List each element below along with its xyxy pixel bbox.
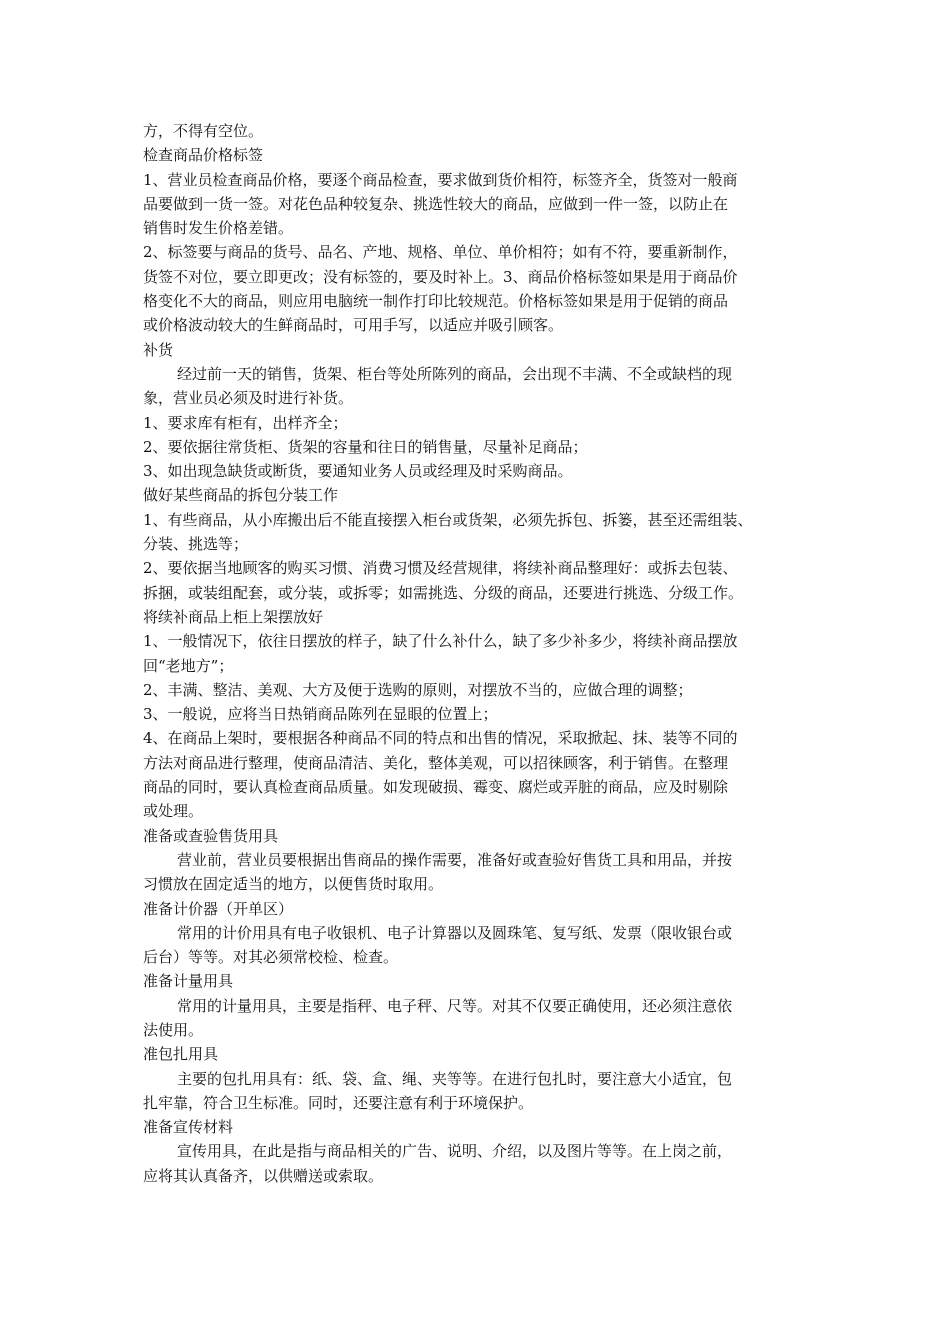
text-line: 准备计价器（开单区） xyxy=(143,899,294,918)
text-line: 准包扎用具 xyxy=(143,1045,219,1064)
text-line: 检查商品价格标签 xyxy=(143,146,264,165)
text-line: 1、营业员检查商品价格，要逐个商品检查，要求做到货价相符，标签齐全，货签对一般商 xyxy=(143,170,738,189)
text-line: 3、如出现急缺货或断货，要通知业务人员或经理及时采购商品。 xyxy=(143,462,573,481)
text-line: 准备计量用具 xyxy=(143,972,234,991)
text-line: 分装、挑选等； xyxy=(143,535,249,554)
text-line: 准备宣传材料 xyxy=(143,1118,234,1137)
text-line: 习惯放在固定适当的地方，以便售货时取用。 xyxy=(143,875,444,894)
text-line: 2、丰满、整洁、美观、大方及便于选购的原则，对摆放不当的，应做合理的调整； xyxy=(143,680,693,699)
text-line: 或处理。 xyxy=(143,802,204,821)
text-line: 4、在商品上架时，要根据各种商品不同的特点和出售的情况，采取掀起、抹、装等不同的 xyxy=(143,729,738,748)
text-line: 2、标签要与商品的货号、品名、产地、规格、单位、单价相符；如有不符，要重新制作， xyxy=(143,243,738,262)
text-line: 回“老地方”； xyxy=(143,656,234,675)
text-line: 补货 xyxy=(143,340,174,359)
text-line: 法使用。 xyxy=(143,1020,204,1039)
text-line: 拆捆，或装组配套，或分装，或拆零；如需挑选、分级的商品，还要进行挑选、分级工作。 xyxy=(143,583,744,602)
text-line: 主要的包扎用具有：纸、袋、盒、绳、夹等等。在进行包扎时，要注意大小适宜，包 xyxy=(177,1069,733,1088)
text-line: 经过前一天的销售，货架、柜台等处所陈列的商品，会出现不丰满、不全或缺档的现 xyxy=(177,364,733,383)
text-line: 营业前，营业员要根据出售商品的操作需要，准备好或查验好售货工具和用品，并按 xyxy=(177,850,733,869)
text-line: 品要做到一货一签。对花色品种较复杂、挑选性较大的商品，应做到一件一签，以防止在 xyxy=(143,194,729,213)
text-line: 2、要依据往常货柜、货架的容量和往日的销售量，尽量补足商品； xyxy=(143,437,588,456)
text-line: 格变化不大的商品，则应用电脑统一制作打印比较规范。价格标签如果是用于促销的商品 xyxy=(143,292,729,311)
text-line: 1、一般情况下，依往日摆放的样子，缺了什么补什么，缺了多少补多少，将续补商品摆放 xyxy=(143,632,738,651)
text-line: 宣传用具，在此是指与商品相关的广告、说明、介绍，以及图片等等。在上岗之前， xyxy=(177,1142,733,1161)
text-line: 常用的计量用具，主要是指秤、电子秤、尺等。对其不仅要正确使用，还必须注意依 xyxy=(177,996,733,1015)
text-line: 准备或查验售货用具 xyxy=(143,826,279,845)
text-line: 销售时发生价格差错。 xyxy=(143,219,294,238)
text-line: 1、有些商品，从小库搬出后不能直接摆入柜台或货架，必须先拆包、拆篓，甚至还需组装、 xyxy=(143,510,753,529)
text-line: 后台）等等。对其必须常校检、检查。 xyxy=(143,948,399,967)
text-line: 3、一般说，应将当日热销商品陈列在显眼的位置上； xyxy=(143,705,498,724)
document-body xyxy=(143,119,814,1188)
text-line: 做好某些商品的拆包分装工作 xyxy=(143,486,339,505)
text-line: 方法对商品进行整理，使商品清洁、美化，整体美观，可以招徕顾客，利于销售。在整理 xyxy=(143,753,729,772)
text-line: 应将其认真备齐，以供赠送或索取。 xyxy=(143,1166,384,1185)
text-line: 象，营业员必须及时进行补货。 xyxy=(143,389,354,408)
text-line: 将续补商品上柜上架摆放好 xyxy=(143,607,324,626)
text-line: 方，不得有空位。 xyxy=(143,122,264,140)
text-line: 扎牢靠，符合卫生标准。同时，还要注意有利于环境保护。 xyxy=(143,1093,534,1112)
text-line: 1、要求库有柜有，出样齐全； xyxy=(143,413,348,432)
text-line: 2、要依据当地顾客的购买习惯、消费习惯及经营规律，将续补商品整理好：或拆去包装、 xyxy=(143,559,738,578)
text-line: 或价格波动较大的生鲜商品时，可用手写，以适应并吸引顾客。 xyxy=(143,316,564,335)
text-line: 常用的计价用具有电子收银机、电子计算器以及圆珠笔、复写纸、发票（限收银台或 xyxy=(177,923,733,942)
text-line: 货签不对位，要立即更改；没有标签的，要及时补上。3、商品价格标签如果是用于商品价 xyxy=(143,267,738,286)
text-line: 商品的同时，要认真检查商品质量。如发现破损、霉变、腐烂或弄脏的商品，应及时剔除 xyxy=(143,778,729,797)
